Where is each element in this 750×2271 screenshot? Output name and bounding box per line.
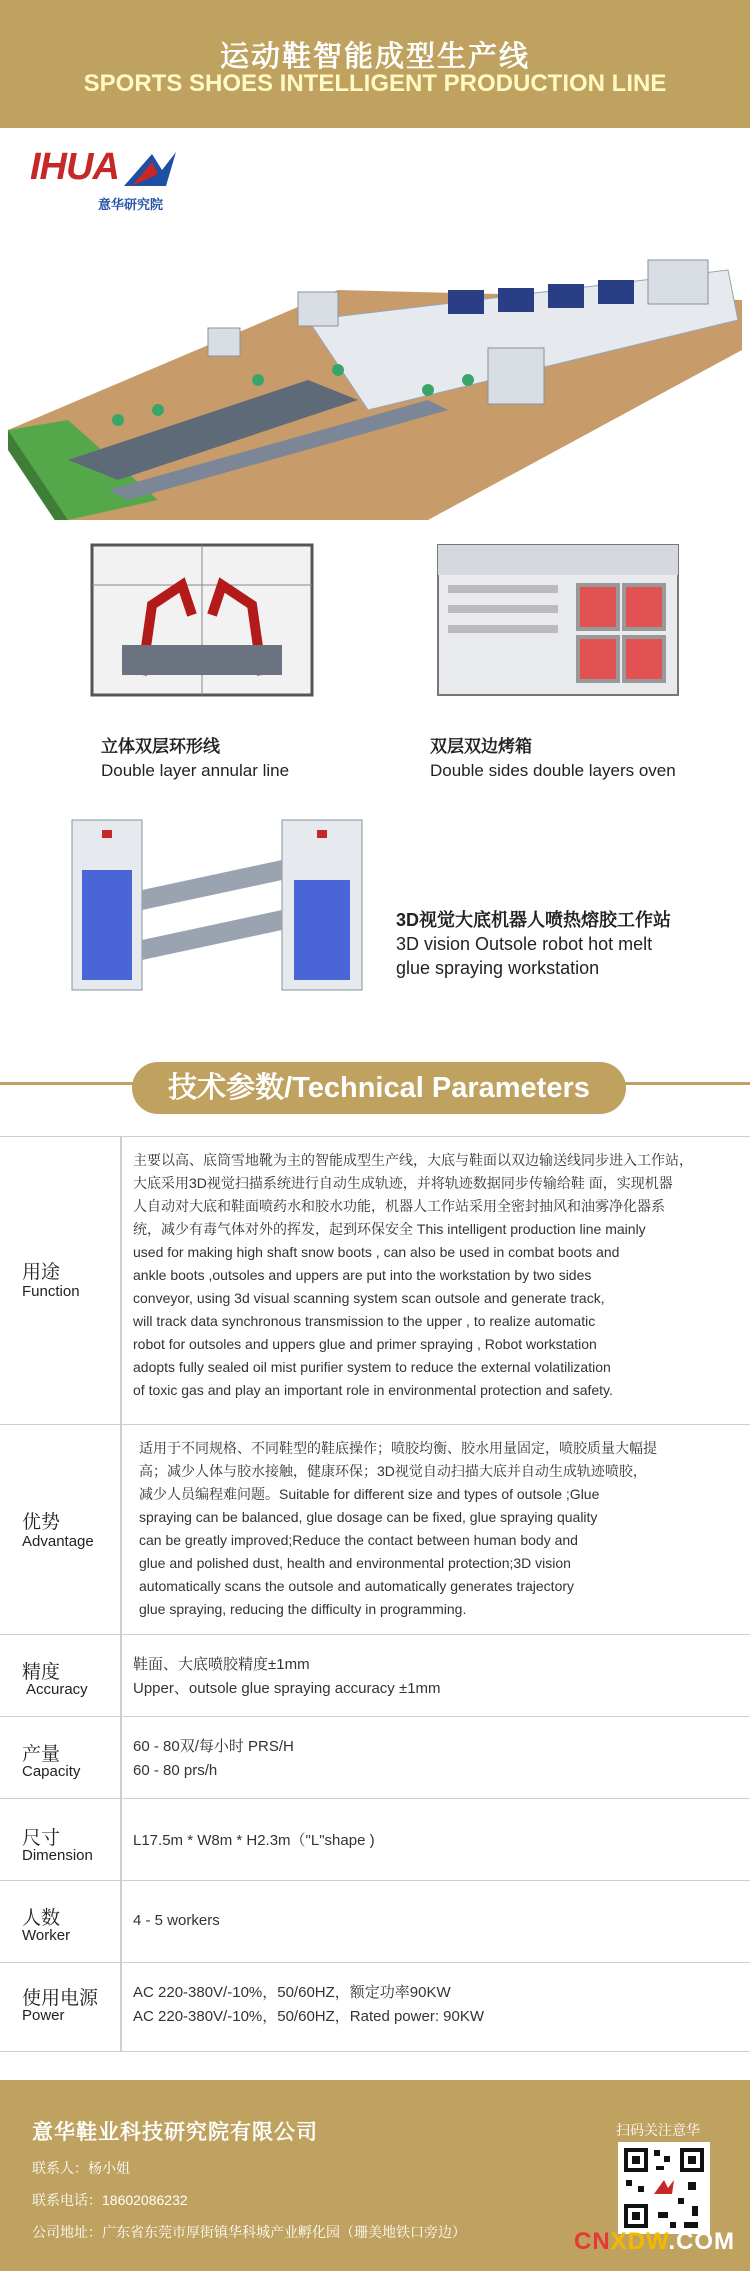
- param-label-en: Dimension: [22, 1847, 93, 1864]
- production-line-image: [8, 230, 742, 520]
- company-address: 公司地址：广东省东莞市厚街镇华科城产业孵化园（珊美地铁口旁边）: [32, 2224, 466, 2240]
- param-row-capacity: [0, 1716, 750, 1798]
- param-label: [0, 1137, 120, 1424]
- caption-glue-workstation: [396, 908, 671, 980]
- caption-annular-line-cn: 立体双层环形线: [101, 737, 220, 756]
- param-value: [139, 1437, 730, 1621]
- param-line: spraying can be balanced, glue dosage can be fixed, glue spraying quality: [139, 1509, 598, 1525]
- watermark-part-1: CN: [574, 2228, 611, 2255]
- param-label-cn: 优势: [22, 1512, 61, 1533]
- column-divider: [120, 1425, 122, 1634]
- oven-image: [428, 525, 688, 725]
- param-label: [0, 1881, 120, 1962]
- logo-mark: IHUA: [30, 146, 119, 188]
- param-line: 4 - 5 workers: [133, 1912, 220, 1929]
- column-divider: [120, 1963, 122, 2051]
- column-divider: [120, 1635, 122, 1716]
- caption-annular-line: [101, 735, 289, 783]
- scan-hint: 扫码关注意华: [616, 2122, 700, 2138]
- param-line: adopts fully sealed oil mist purifier system to reduce the external volatilization: [133, 1359, 611, 1375]
- param-line: will track data synchronous transmission to the upper , to realize automatic: [133, 1313, 596, 1329]
- param-label-cn: 人数: [22, 1908, 61, 1929]
- param-value: [133, 1653, 730, 1701]
- caption-oven: [430, 735, 676, 783]
- param-label-en: Accuracy: [26, 1681, 88, 1698]
- param-line: used for making high shaft snow boots , can also be used in combat boots and: [133, 1244, 620, 1260]
- qr-code-icon[interactable]: [618, 2142, 710, 2234]
- param-label-en: Worker: [22, 1927, 71, 1944]
- page-title-cn: 运动鞋智能成型生产线: [219, 41, 530, 73]
- param-line: glue and polished dust, health and environmental protection;3D vision: [139, 1555, 571, 1571]
- param-row-function: [0, 1136, 750, 1424]
- param-label-en: Function: [22, 1283, 80, 1300]
- param-line: 高；减少人体与胶水接触，健康环保；3D视觉自动扫描大底并自动生成轨迹喷胶，: [139, 1463, 647, 1479]
- param-label-cn: 用途: [22, 1262, 61, 1283]
- watermark-part-2: XDW: [610, 2228, 669, 2255]
- param-line: AC 220-380V/-10%，50/60HZ，额定功率90KW: [133, 1984, 451, 2001]
- section-title: 技术参数/Technical Parameters: [132, 1062, 626, 1114]
- param-line: AC 220-380V/-10%，50/60HZ，Rated power: 90KW: [133, 2008, 485, 2025]
- company-logo: [30, 146, 190, 216]
- param-line: robot for outsoles and uppers glue and primer spraying , Robot workstation: [133, 1336, 597, 1352]
- param-row-dimension: [0, 1798, 750, 1880]
- column-divider: [120, 1881, 122, 1962]
- contact-phone: 联系电话：18602086232: [32, 2192, 188, 2208]
- param-line: of toxic gas and play an important role in environmental protection and safety.: [133, 1382, 613, 1398]
- param-row-accuracy: [0, 1634, 750, 1716]
- param-value: [133, 1909, 730, 1933]
- param-line: glue spraying, reducing the difficulty in programming.: [139, 1601, 467, 1617]
- param-label: [0, 1635, 120, 1716]
- param-row-advantage: [0, 1424, 750, 1634]
- param-label: [0, 1425, 120, 1634]
- site-watermark: [574, 2228, 735, 2256]
- param-label-cn: 精度: [22, 1662, 61, 1683]
- company-name: 意华鞋业科技研究院有限公司: [32, 2121, 318, 2144]
- param-line: L17.5m * W8m * H2.3m（"L"shape ): [133, 1832, 375, 1849]
- param-label-en: Power: [22, 2007, 65, 2024]
- contact-person: 联系人：杨小姐: [32, 2160, 130, 2176]
- watermark-part-3: .COM: [668, 2228, 736, 2255]
- param-line: 60 - 80 prs/h: [133, 1762, 218, 1779]
- param-line: 人自动对大底和鞋面喷药水和胶水功能，机器人工作站采用全密封抽风和油雾净化器系: [133, 1198, 665, 1214]
- column-divider: [120, 1717, 122, 1798]
- param-label: [0, 1799, 120, 1880]
- param-line: 适用于不同规格、不同鞋型的鞋底操作；喷胶均衡、胶水用量固定，喷胶质量大幅提: [139, 1440, 657, 1456]
- param-line: Upper、outsole glue spraying accuracy ±1mm: [133, 1680, 441, 1697]
- param-line: automatically scans the outsole and automatically generates trajectory: [139, 1578, 575, 1594]
- annular-line-image: [82, 525, 322, 715]
- param-label-en: Capacity: [22, 1763, 81, 1780]
- param-line: 减少人员编程难问题。Suitable for different size and types of outsole ;Glue: [139, 1486, 600, 1502]
- caption-glue-workstation-en-2: glue spraying workstation: [396, 958, 600, 978]
- param-label-cn: 使用电源: [22, 1988, 99, 2009]
- param-label-en: Advantage: [22, 1533, 94, 1550]
- param-line: ankle boots ,outsoles and uppers are put into the workstation by two sides: [133, 1267, 592, 1283]
- param-row-worker: [0, 1880, 750, 1962]
- glue-workstation-image: [62, 800, 382, 1000]
- param-line: 60 - 80双/每小时 PRS/H: [133, 1738, 294, 1755]
- param-line: 大底采用3D视觉扫描系统进行自动生成轨迹，并将轨迹数据同步传输给鞋 面，实现机器: [133, 1175, 673, 1191]
- param-line: 统，减少有毒气体对外的挥发，起到环保安全 This intelligent production line mainly: [133, 1221, 646, 1237]
- param-label: [0, 1717, 120, 1798]
- param-row-power: [0, 1962, 750, 2052]
- param-label-cn: 尺寸: [22, 1828, 61, 1849]
- param-label-cn: 产量: [22, 1744, 61, 1765]
- page-header: [0, 0, 750, 128]
- param-value: [133, 1981, 730, 2029]
- param-line: 主要以高、底筒雪地靴为主的智能成型生产线，大底与鞋面以双边输送线同步进入工作站，: [133, 1152, 693, 1168]
- caption-annular-line-en: Double layer annular line: [101, 761, 290, 780]
- column-divider: [120, 1799, 122, 1880]
- caption-glue-workstation-cn: 3D视觉大底机器人喷热熔胶工作站: [396, 910, 672, 930]
- param-value: [133, 1149, 730, 1402]
- param-line: 鞋面、大底喷胶精度±1mm: [133, 1656, 310, 1673]
- caption-oven-en: Double sides double layers oven: [430, 761, 676, 780]
- caption-glue-workstation-en-1: 3D vision Outsole robot hot melt: [396, 934, 653, 954]
- param-value: [133, 1735, 730, 1783]
- page-title-en: SPORTS SHOES INTELLIGENT PRODUCTION LINE: [83, 70, 667, 97]
- param-value: [133, 1829, 730, 1853]
- column-divider: [120, 1137, 122, 1424]
- param-label: [0, 1963, 120, 2051]
- caption-oven-cn: 双层双边烤箱: [430, 737, 532, 756]
- param-line: conveyor, using 3d visual scanning system scan outsole and generate track,: [133, 1290, 605, 1306]
- logo-subtitle: 意华研究院: [98, 197, 164, 212]
- param-line: can be greatly improved;Reduce the contact between human body and: [139, 1532, 578, 1548]
- logo-wing-icon: [122, 150, 178, 188]
